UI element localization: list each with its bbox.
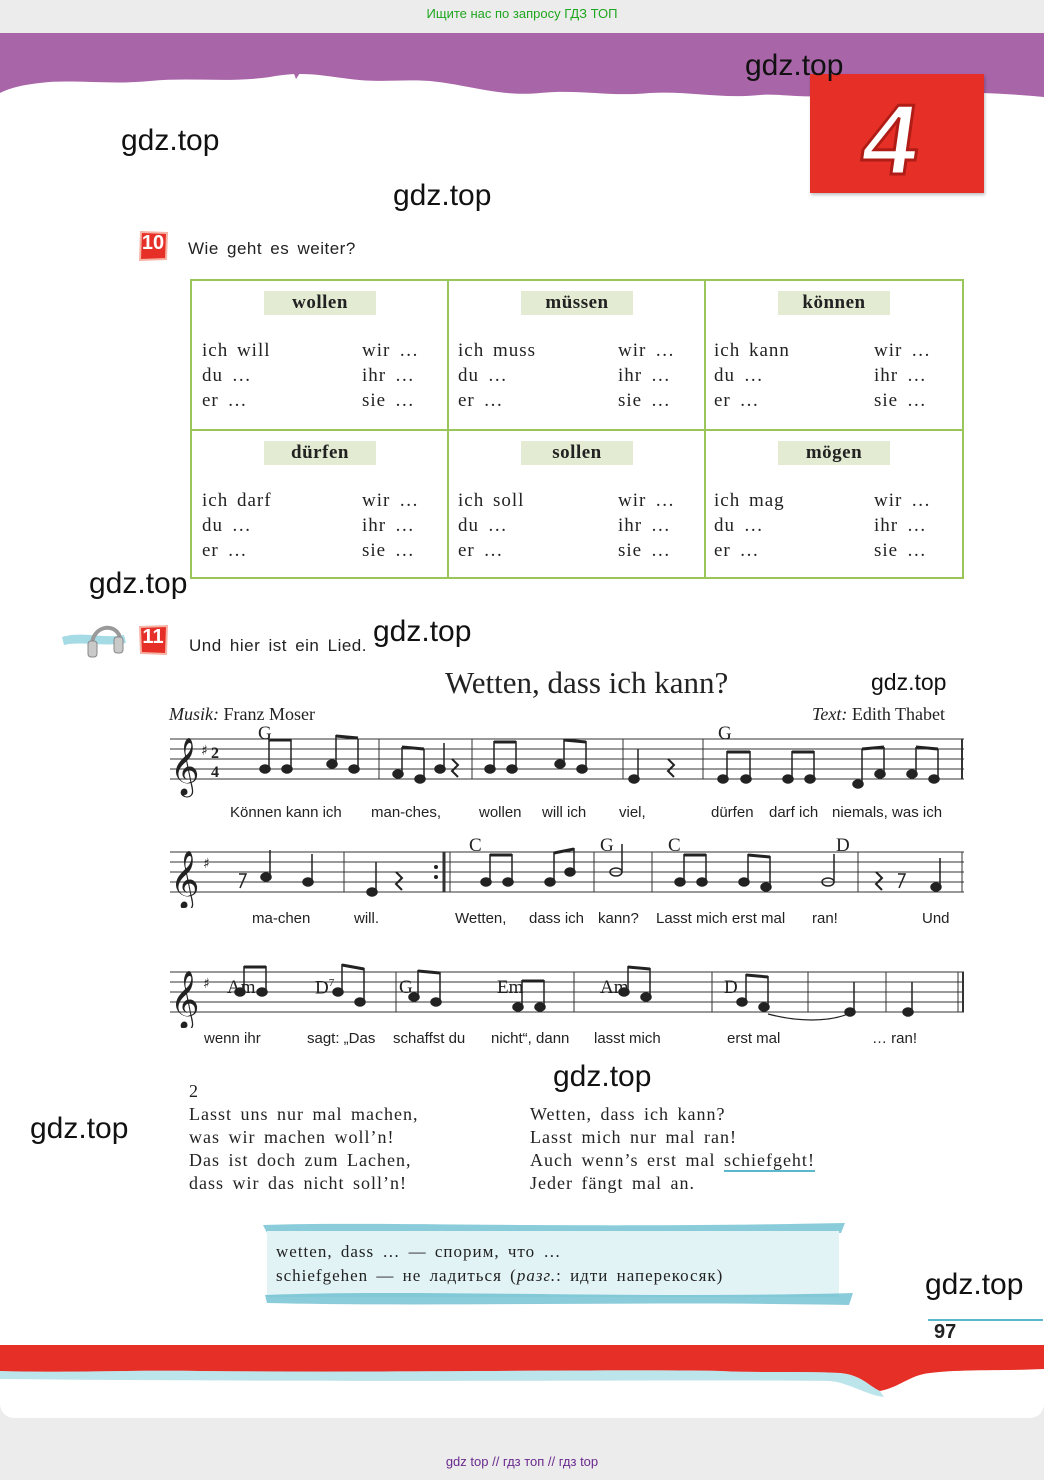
- pronoun-column-left: ich darf du … er …: [202, 490, 272, 561]
- pronoun-column-left: ich mag du … er …: [714, 490, 785, 561]
- chord-symbol: Em: [497, 977, 524, 998]
- footer-band: [0, 1343, 1044, 1405]
- watermark: gdz.top: [745, 49, 844, 82]
- watermark: gdz.top: [373, 615, 472, 648]
- chord-symbol: G: [258, 723, 272, 744]
- lyric: kann?: [598, 910, 639, 927]
- verb-cell: [449, 281, 706, 431]
- lyric: man-ches,: [371, 804, 442, 821]
- pronoun-column-left: ich will du … er …: [202, 340, 271, 411]
- pronoun-column-left: ich kann du … er …: [714, 340, 790, 411]
- watermark: gdz.top: [89, 567, 188, 600]
- top-note[interactable]: Ищите нас по запросу ГДЗ ТОП: [426, 6, 618, 21]
- text-credit: Text: Edith Thabet: [812, 704, 945, 724]
- music-staff-1: [168, 725, 968, 805]
- sharp-icon: ♯: [203, 856, 210, 872]
- lyric: will ich: [542, 804, 587, 821]
- pronoun-column-left: ich soll du … er …: [458, 490, 525, 561]
- treble-clef-icon: 𝄞: [170, 737, 200, 795]
- chapter-number-graphic: [810, 74, 984, 193]
- verb-cell: [192, 281, 449, 431]
- song-title: Wetten, dass ich kann?: [445, 665, 729, 700]
- lyric: wenn ihr: [204, 1030, 261, 1047]
- task-badge: [137, 230, 169, 262]
- verse-number: 2: [189, 1081, 199, 1101]
- verb-heading: müssen: [521, 291, 633, 315]
- task-instruction: Wie geht es weiter?: [188, 239, 356, 258]
- chord-symbol: D: [724, 977, 738, 998]
- chord-symbol: D: [836, 835, 850, 856]
- verb-cell: [706, 431, 962, 577]
- lyric: Lasst mich erst mal: [656, 910, 786, 927]
- verse-left: Lasst uns nur mal machen, was wir machen woll’n! Das ist doch zum Lachen, dass wir das nicht soll’n!: [189, 1104, 419, 1193]
- vocab-highlight: schiefgeht!: [723, 1150, 815, 1170]
- chord-symbol: G: [399, 977, 413, 998]
- chord-symbol: $D^7$: [315, 977, 335, 999]
- lyric: Wetten,: [455, 910, 507, 927]
- task-badge: [137, 624, 169, 656]
- music-credit: Musik: Franz Moser: [169, 704, 315, 724]
- lyric: niemals, was ich: [832, 804, 943, 821]
- verb-heading: können: [778, 291, 890, 315]
- pronoun-column-right: wir … ihr … sie …: [362, 490, 420, 561]
- vocab-box: [276, 1240, 723, 1288]
- watermark: gdz.top: [393, 179, 492, 212]
- lyric: viel,: [619, 804, 646, 821]
- lyric: will.: [354, 910, 379, 927]
- lyric: nicht“, dann: [491, 1030, 570, 1047]
- watermark: gdz.top: [871, 669, 947, 695]
- chord-symbol: Am: [600, 977, 629, 998]
- chord-symbol: C: [469, 835, 482, 856]
- verse-right: Wetten, dass ich kann? Lasst mich nur mal ran! Auch wenn’s erst mal schiefgeht! Jeder fängt mal an.: [530, 1104, 815, 1193]
- watermark: gdz.top: [121, 124, 220, 157]
- lyric: Und: [922, 910, 950, 927]
- verb-heading: wollen: [264, 291, 376, 315]
- pronoun-column-right: wir … ihr … sie …: [874, 340, 932, 411]
- sharp-icon: ♯: [203, 976, 210, 992]
- verb-heading: dürfen: [264, 441, 376, 465]
- lyric: wollen: [479, 804, 522, 821]
- music-staff-3: [168, 958, 968, 1028]
- lyric: erst mal: [727, 1030, 781, 1047]
- lyric: sagt: „Das: [307, 1030, 376, 1047]
- lyric: ma-chen: [252, 910, 311, 927]
- task-number: 10: [141, 232, 165, 254]
- chapter-badge: [810, 74, 984, 193]
- verb-cell: [449, 431, 706, 577]
- lyric: lasst mich: [594, 1030, 661, 1047]
- lyric: darf ich: [769, 804, 819, 821]
- lyric: dass ich: [529, 910, 585, 927]
- pronoun-column-right: wir … ihr … sie …: [618, 340, 676, 411]
- lyric: Können kann ich: [230, 804, 342, 821]
- pronoun-column-right: wir … ihr … sie …: [362, 340, 420, 411]
- verb-heading: sollen: [521, 441, 633, 465]
- footer-links[interactable]: gdz top // гдз топ // гдз top: [445, 1454, 599, 1469]
- treble-clef-icon: 𝄞: [170, 850, 200, 908]
- time-signature-top: 2: [211, 745, 219, 762]
- pronoun-column-right: wir … ihr … sie …: [874, 490, 932, 561]
- page-number: 97: [934, 1321, 957, 1343]
- lyric: schaffst du: [393, 1030, 466, 1047]
- watermark: gdz.top: [30, 1112, 129, 1145]
- task-instruction: Und hier ist ein Lied.: [189, 636, 367, 655]
- sharp-icon: ♯: [201, 743, 208, 759]
- verb-cell: [706, 281, 962, 431]
- chord-symbol: C: [668, 835, 681, 856]
- treble-clef-icon: 𝄞: [170, 970, 200, 1028]
- watermark: gdz.top: [553, 1060, 652, 1093]
- modal-verbs-table: [190, 279, 964, 579]
- vocab-line: schiefgehen — не ладиться (разг.: идти наперекосяк): [276, 1266, 724, 1285]
- watermark: gdz.top: [925, 1268, 1024, 1301]
- chapter-number: 4: [855, 84, 927, 193]
- chord-symbol: G: [718, 723, 732, 744]
- pronoun-column-right: wir … ihr … sie …: [618, 490, 676, 561]
- time-signature-bottom: 4: [211, 764, 219, 781]
- verb-cell: [192, 431, 449, 577]
- verb-heading: mögen: [778, 441, 890, 465]
- lyric: ran!: [812, 910, 838, 927]
- chord-symbol: G: [600, 835, 614, 856]
- headphones-icon: [62, 615, 132, 663]
- task-number: 11: [142, 626, 164, 648]
- textbook-page: [0, 33, 1044, 1418]
- vocab-line: wetten, dass … — спорим, что …: [276, 1242, 562, 1261]
- pronoun-column-left: ich muss du … er …: [458, 340, 537, 411]
- lyric: … ran!: [872, 1030, 918, 1047]
- lyric: dürfen: [711, 804, 754, 821]
- chord-symbol: Am: [227, 977, 256, 998]
